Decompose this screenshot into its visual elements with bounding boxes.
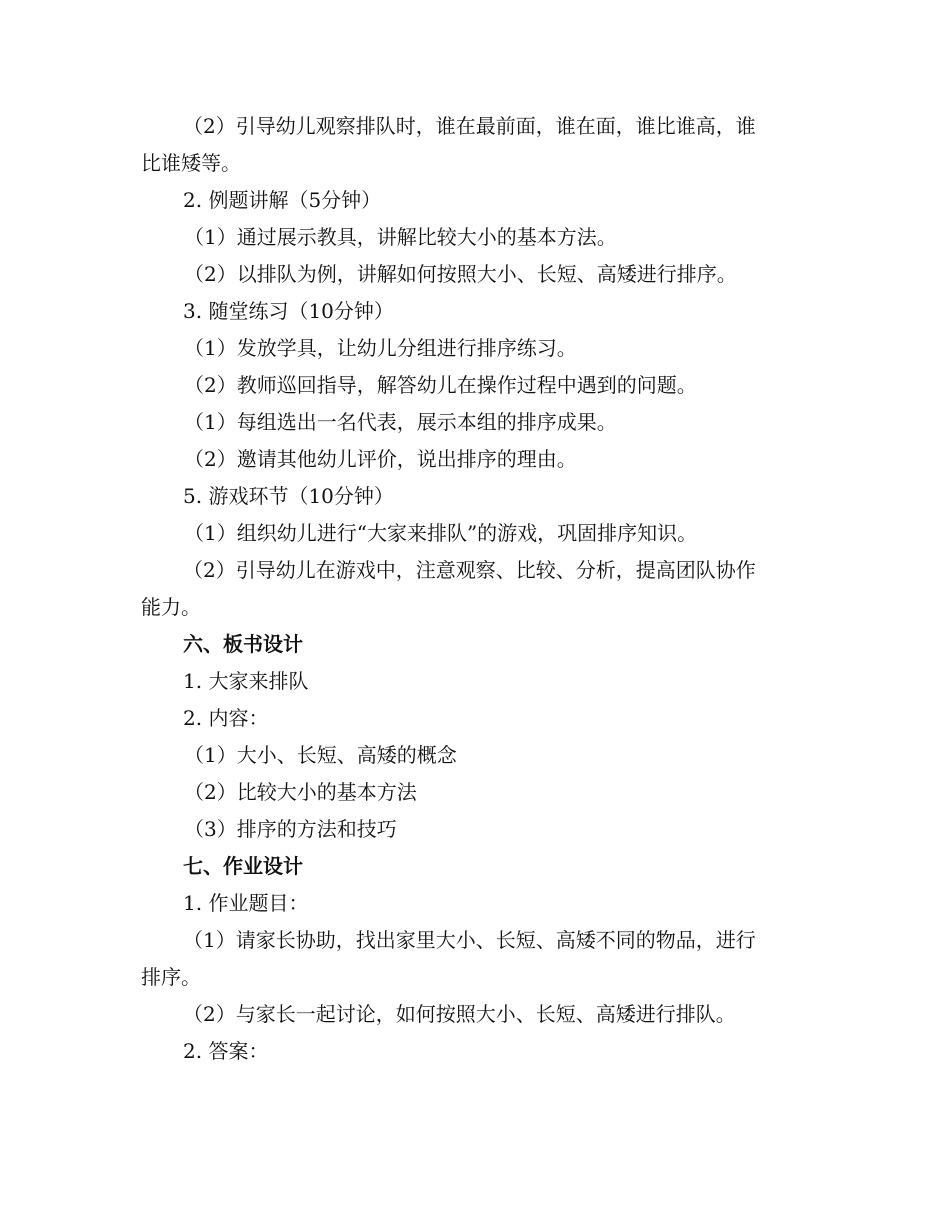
paragraph-line: （2）引导幼儿在游戏中，注意观察、比较、分析，提高团队协作 [183,558,756,582]
paragraph-line: （3）排序的方法和技巧 [184,817,397,841]
document-body [141,108,803,1070]
section-item: 2. 答案： [183,1039,269,1063]
section-item: 5. 游戏环节（10分钟） [183,484,394,508]
paragraph-line: （2）教师巡回指导，解答幼儿在操作过程中遇到的问题。 [184,373,697,397]
paragraph-line: （2）比较大小的基本方法 [184,780,417,804]
section-item: 2. 内容： [183,706,269,730]
paragraph-line: （1）通过展示教具，讲解比较大小的基本方法。 [184,225,617,249]
paragraph-line: 比谁矮等。 [141,151,241,175]
paragraph-line: （2）与家长一起讨论，如何按照大小、长短、高矮进行排队。 [183,1002,736,1026]
paragraph-line: 能力。 [141,595,201,619]
paragraph-line: （2）以排队为例，讲解如何按照大小、长短、高矮进行排序。 [184,262,737,286]
section-item: 3. 随堂练习（10分钟） [183,299,394,323]
section-heading: 七、作业设计 [183,854,303,878]
section-item: 1. 大家来排队 [183,669,309,693]
paragraph-line: （2）引导幼儿观察排队时，谁在最前面，谁在面，谁比谁高，谁 [183,114,756,138]
section-item: 1. 作业题目： [183,891,309,915]
paragraph-line: （1）大小、长短、高矮的概念 [184,743,457,767]
paragraph-line: （2）邀请其他幼儿评价，说出排序的理由。 [184,447,577,471]
paragraph-line: （1）发放学具，让幼儿分组进行排序练习。 [184,336,577,360]
paragraph-line: 排序。 [141,965,201,989]
paragraph-line: （1）请家长协助，找出家里大小、长短、高矮不同的物品，进行 [183,928,756,952]
section-item: 2. 例题讲解（5分钟） [183,188,382,212]
section-heading: 六、板书设计 [183,632,303,656]
paragraph-line: （1）组织幼儿进行“大家来排队”的游戏，巩固排序知识。 [184,521,698,545]
paragraph-line: （1）每组选出一名代表，展示本组的排序成果。 [184,410,617,434]
